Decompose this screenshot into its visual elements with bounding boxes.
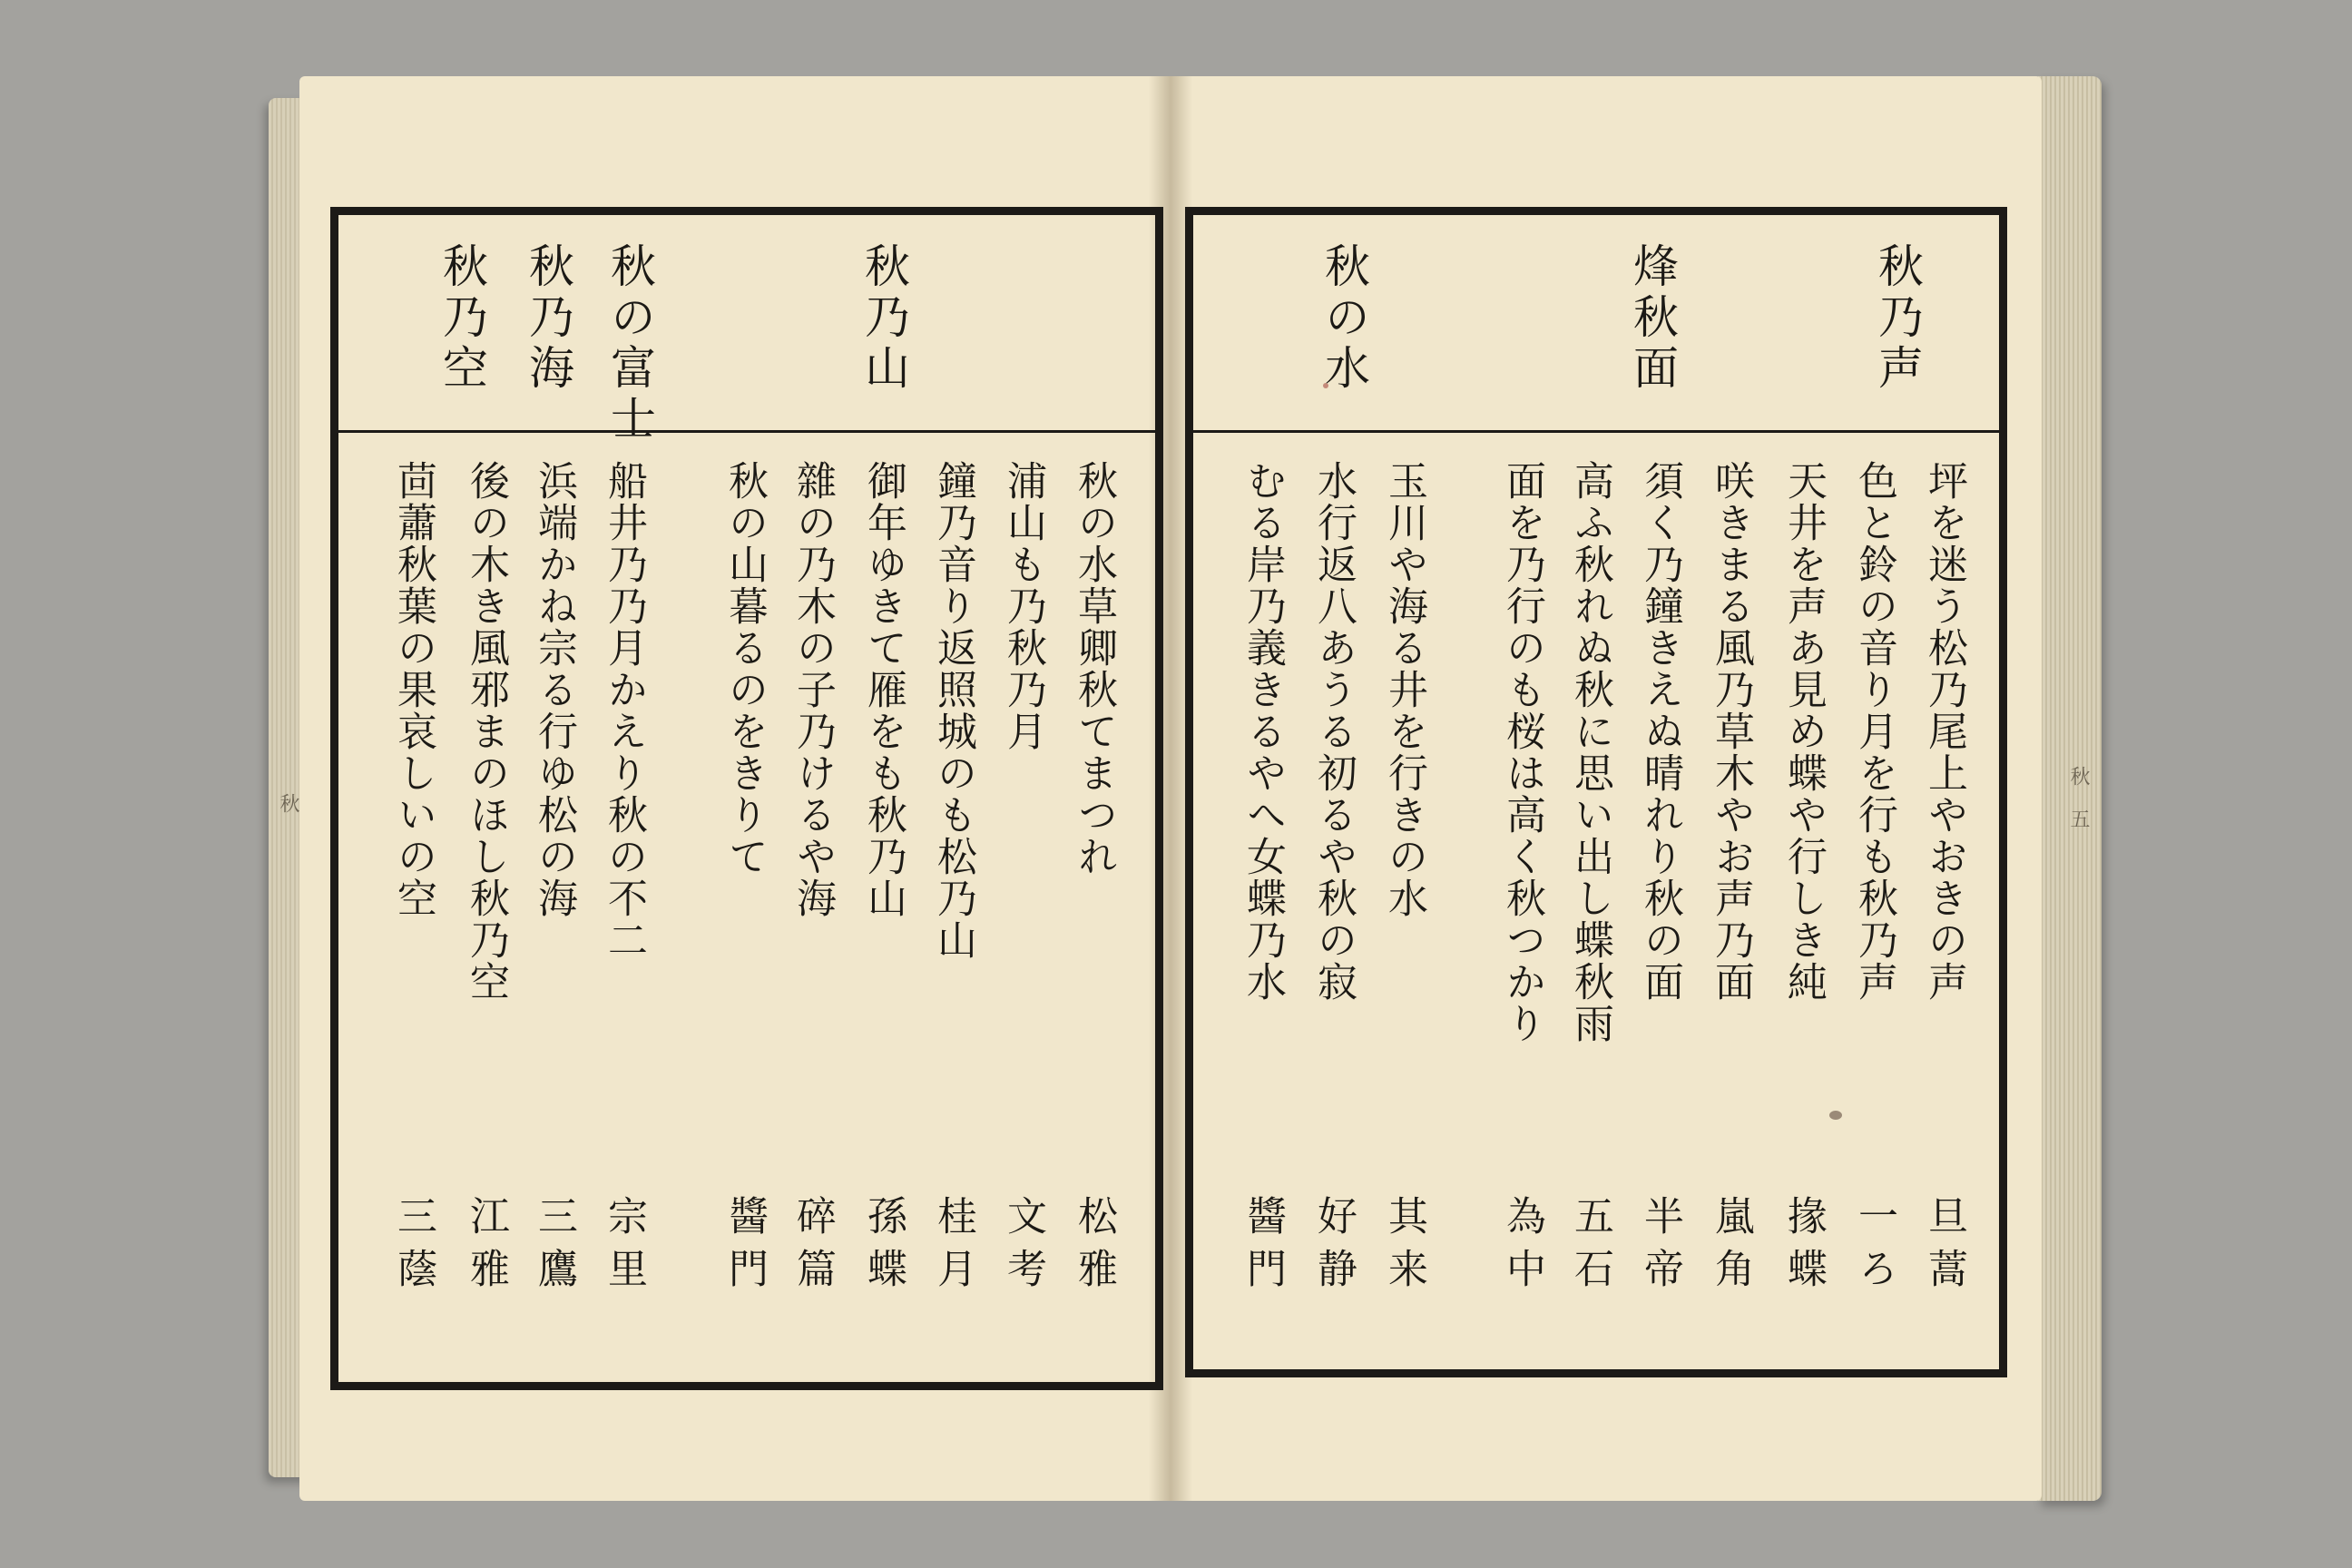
haiku-author: 旦蒿: [1921, 1195, 1967, 1300]
season-title: 秋乃海: [522, 242, 574, 395]
season-title: 秋乃空: [436, 242, 488, 395]
haiku-text: 色と鈴の音り月を行も秋乃声: [1851, 460, 1897, 1003]
haiku-text: 玉川や海る井を行きの水: [1381, 460, 1427, 919]
folio-right: 秋 五: [2067, 766, 2090, 828]
haiku-author: 文考: [1000, 1195, 1046, 1300]
haiku-text: 浜端かね宗る行ゆ松の海: [531, 460, 577, 919]
haiku-text: 水行返八あうる初るや秋の寂: [1310, 460, 1357, 1003]
season-title: 秋の水: [1318, 242, 1370, 395]
folio-left: 秋: [277, 793, 299, 813]
haiku-text: 船井乃乃月かえり秋の不二: [601, 460, 647, 961]
haiku-text: 鐘乃音り返照城のも松乃山: [930, 460, 976, 961]
haiku-text: 後の木き風邪まのほし秋乃空: [463, 460, 509, 1003]
haiku-text: 浦山も乃秋乃月: [1000, 460, 1046, 752]
haiku-text: 雜の乃木の子乃けるや海: [789, 460, 836, 919]
haiku-author: 松雅: [1071, 1195, 1117, 1300]
haiku-author: 醬門: [1240, 1195, 1286, 1300]
haiku-text: 面を乃行のも桜は高く秋つかり: [1499, 460, 1545, 1044]
haiku-author: 江雅: [463, 1195, 509, 1300]
haiku-author: 五石: [1567, 1195, 1613, 1300]
season-title: 秋乃声: [1871, 242, 1924, 395]
haiku-text: 茴蕭秋葉の果哀しいの空: [390, 460, 436, 919]
haiku-author: 醬門: [721, 1195, 768, 1300]
haiku-author: 其来: [1381, 1195, 1427, 1300]
haiku-author: 三蔭: [390, 1195, 436, 1300]
haiku-text: 御年ゆきて雁をも秋乃山: [860, 460, 906, 919]
haiku-text: 咲きまる風乃草木やお声乃面: [1708, 460, 1754, 1003]
haiku-text: 高ふ秋れぬ秋に思い出し蝶秋雨: [1567, 460, 1613, 1044]
header-rule: [1193, 430, 1999, 433]
haiku-author: 碎篇: [789, 1195, 836, 1300]
season-title: 烽秋面: [1626, 242, 1679, 395]
haiku-author: 宗里: [601, 1195, 647, 1300]
haiku-author: 嵐角: [1708, 1195, 1754, 1300]
haiku-author: 好静: [1310, 1195, 1357, 1300]
season-title: 秋の富士: [603, 242, 656, 446]
haiku-author: 為中: [1499, 1195, 1545, 1300]
haiku-author: 一ろ: [1851, 1195, 1897, 1300]
left-page-frame: [330, 207, 1163, 1390]
haiku-text: むる岸乃義きるやへ女蝶乃水: [1240, 460, 1286, 1003]
right-page-frame: [1185, 207, 2007, 1377]
haiku-author: 半帝: [1637, 1195, 1683, 1300]
haiku-author: 掾蝶: [1780, 1195, 1827, 1300]
haiku-text: 天井を声あ見め蝶や行しき純: [1780, 460, 1827, 1003]
haiku-text: 秋の山暮るのをきりて: [721, 460, 768, 877]
haiku-text: 秋の水草卿秋てまつれ: [1071, 460, 1117, 877]
season-title: 秋乃山: [858, 242, 910, 395]
haiku-author: 三鷹: [531, 1195, 577, 1300]
haiku-author: 桂月: [930, 1195, 976, 1300]
header-rule: [338, 430, 1155, 433]
haiku-author: 孫蝶: [860, 1195, 906, 1300]
haiku-text: 坪を迷う松乃尾上やおきの声: [1921, 460, 1967, 1003]
haiku-text: 須く乃鐘きえぬ晴れり秋の面: [1637, 460, 1683, 1003]
